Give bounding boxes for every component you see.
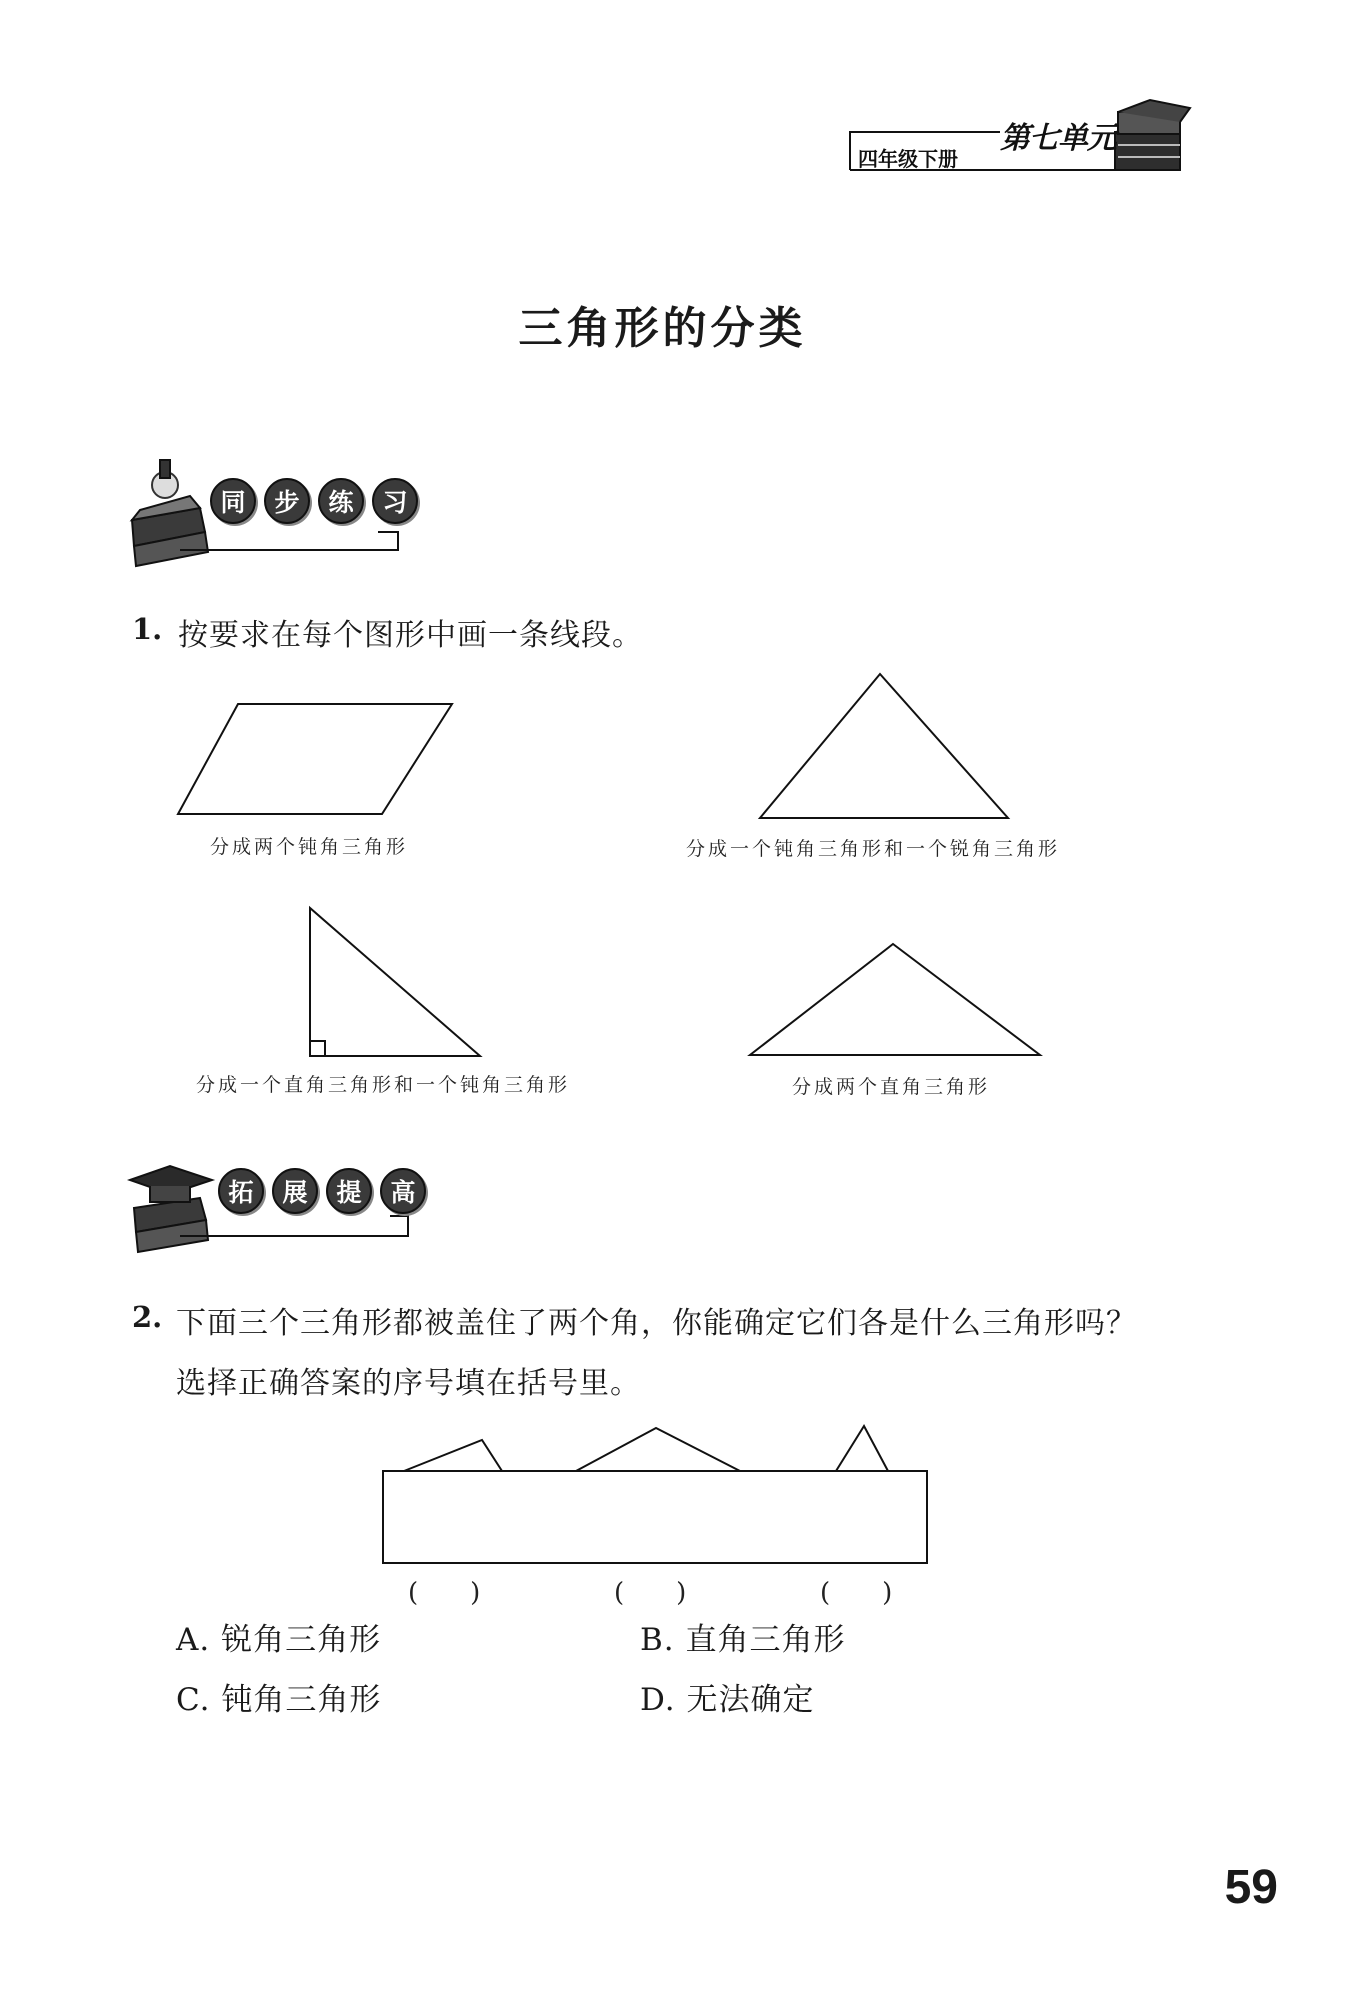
- section-char: 练: [318, 478, 364, 524]
- caption-obtuse-triangle: 分成一个钝角三角形和一个锐角三角形: [686, 838, 1061, 860]
- section-char: 提: [326, 1168, 372, 1214]
- question-2-figure: [0, 1400, 1350, 1600]
- page-number: 59: [1224, 1861, 1278, 1914]
- isosceles-obtuse-triangle-figure: [750, 944, 1040, 1055]
- cover-rectangle: [383, 1471, 927, 1563]
- section-heading-extend: [218, 1168, 426, 1214]
- caption-right-triangle: 分成一个直角三角形和一个钝角三角形: [196, 1074, 571, 1096]
- question-1-text: 按要求在每个图形中画一条线段。: [178, 618, 643, 653]
- book-stack-icon: [1115, 100, 1190, 170]
- option-a: A. 锐角三角形: [176, 1622, 382, 1658]
- question-1-number: 1.: [132, 612, 163, 646]
- section-char: 同: [210, 478, 256, 524]
- section-char: 步: [264, 478, 310, 524]
- right-triangle-figure: [310, 908, 480, 1056]
- covered-triangle-1: [404, 1440, 502, 1471]
- answer-blank-2[interactable]: ( ): [614, 1578, 687, 1608]
- question-2-line-2: 选择正确答案的序号填在括号里。: [176, 1366, 641, 1401]
- header-badge-frame: [0, 0, 1350, 200]
- section-char: 拓: [218, 1168, 264, 1214]
- section-char: 展: [272, 1168, 318, 1214]
- answer-blank-1[interactable]: ( ): [408, 1578, 481, 1608]
- section-char: 习: [372, 478, 418, 524]
- covered-triangle-3: [836, 1426, 888, 1471]
- parallelogram-figure: [178, 704, 452, 814]
- option-d: D. 无法确定: [640, 1682, 815, 1718]
- covered-triangle-2: [576, 1428, 740, 1471]
- caption-isosceles-triangle: 分成两个直角三角形: [792, 1076, 991, 1098]
- graduation-books-icon: [130, 1166, 212, 1252]
- option-c: C. 钝角三角形: [176, 1682, 382, 1718]
- section-heading-sync: [210, 478, 418, 524]
- question-2-number: 2.: [132, 1300, 163, 1334]
- unit-label: 第七单元: [1000, 121, 1116, 156]
- grade-label: 四年级下册: [858, 147, 958, 171]
- answer-blank-3[interactable]: ( ): [820, 1578, 893, 1608]
- caption-parallelogram: 分成两个钝角三角形: [210, 836, 409, 858]
- page-title: 三角形的分类: [518, 303, 807, 354]
- right-angle-marker: [310, 1041, 325, 1056]
- option-b: B. 直角三角形: [640, 1622, 846, 1658]
- section-char: 高: [380, 1168, 426, 1214]
- question-2-line-1: 下面三个三角形都被盖住了两个角，你能确定它们各是什么三角形吗？: [176, 1306, 1137, 1341]
- obtuse-triangle-figure: [760, 674, 1008, 818]
